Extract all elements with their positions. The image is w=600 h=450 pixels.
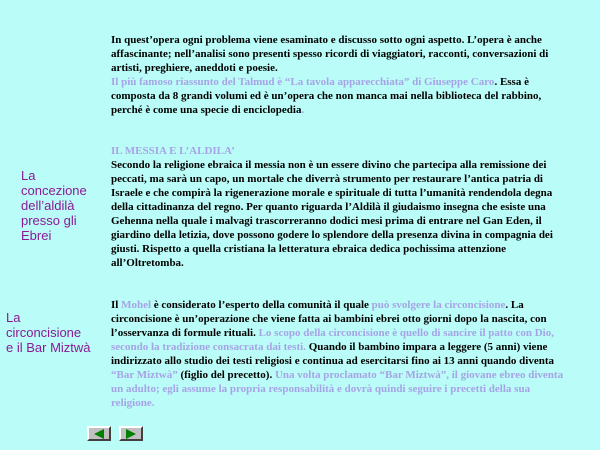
messiah-body: Secondo la religione ebraica il messia non è un essere divino che partecipa alla remissione dei peccati, ma sarà un capo, un mortale che diverrà strumento per restaurare l’antica patria di Israele e che compirà la rigenerazione morale e spirituale di tutta l’umanità rendendola degna della cittadinanza del regno. Per quanto riguarda l’Aldilà il giudaismo insegna che esiste una Gehenna nella quale i malvagi trascorreranno dodici mesi prima di entrare nel Gan Eden, il giardino della letizia, dove possono godere lo splendore della presenza divina in compagnia dei giusti. Rispetto a quella cristiana la letteratura ebraica dedica pochissima attenzione all’Oltretomba. [111, 159, 553, 269]
bar-miztwa-highlight: Una volta proclamato “Bar Miztwà”, il giovane ebreo diventa un adulto; egli assume la propria responsabilità e dovrà quindi seguire i precetti della sua religione. [111, 369, 564, 409]
bar-miztwa-term: “Bar Miztwà” [111, 369, 178, 381]
circumcision-text-3: . La circoncisione è un’operazione che viene fatta ai bambini ebrei otto giorni dopo la nascita, con l’osservanza di formule rituali. [111, 299, 547, 339]
mohel-term: Mohel [121, 299, 152, 311]
prev-page-button[interactable] [87, 426, 111, 441]
circumcision-text-1: Il [111, 299, 122, 311]
bar-miztwa-text-2: (figlio del precetto). [177, 369, 275, 381]
next-page-button[interactable] [119, 426, 143, 441]
side-label-afterlife: La concezione dell’aldilà presso gli Ebrei [21, 168, 87, 243]
intro-paragraph [111, 33, 574, 117]
bar-miztwa-text-1: Quando il bambino impara a leggere (5 anni) viene indirizzato allo studio dei testi religiosi e continua ad esercitarsi fino ai 13 anni quando diventa [111, 341, 554, 367]
messiah-heading: IL MESSIA E L’ALDILA’ [111, 145, 235, 157]
messiah-section [111, 144, 574, 270]
talmud-summary-highlight: Il più famoso riassunto del Talmud è “La tavola apparecchiata” di Giuseppe Caro [111, 76, 495, 88]
side-label-circumcision: La circoncisione e il Bar Miztwà [6, 310, 91, 355]
circumcision-highlight-1: può svolgere la circoncisione [371, 299, 506, 311]
arrow-left-icon [94, 429, 104, 439]
circumcision-text-2: è considerato l’esperto della comunità il quale [151, 299, 372, 311]
arrow-right-icon [126, 429, 136, 439]
intro-text: In quest’opera ogni problema viene esaminato e discusso sotto ogni aspetto. L’opera è anche affascinante; nell’analisi sono presenti spesso ricordi di viaggiatori, racconti, conversazioni di artisti, preghiere, aneddoti e poesie. [111, 34, 549, 74]
talmud-summary-text: . Essa è composta da 8 grandi volumi ed è un’opera che non manca mai nella biblioteca del rabbino, perché è come una specie di enciclopedia [111, 76, 542, 116]
circumcision-section [111, 298, 574, 410]
circumcision-highlight-2: Lo scopo della circoncisione è quello di sancire il patto con Dio, secondo la tradizione consacrata dai testi. [111, 327, 554, 353]
talmud-summary-period: . [301, 104, 305, 116]
